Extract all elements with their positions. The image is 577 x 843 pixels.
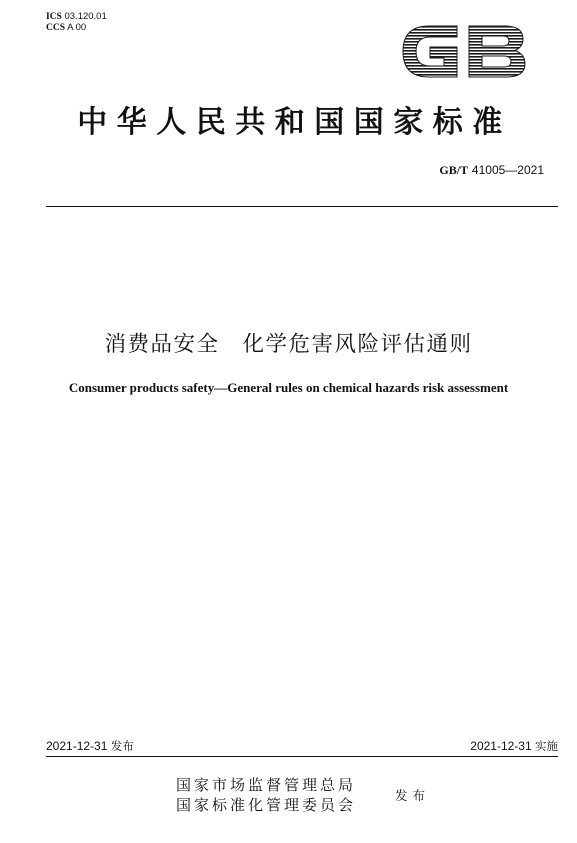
ics-value: 03.120.01 <box>64 11 107 22</box>
issuer-sac: 国家标准化管理委员会 <box>176 796 357 814</box>
issuer-issue-label: 发布 <box>395 788 431 803</box>
issuer-samr: 国家市场监督管理总局 <box>176 776 357 794</box>
implementation-date-value: 2021-12-31 <box>470 739 532 753</box>
standard-code-prefix: GB/T <box>439 163 469 177</box>
gb-logo <box>399 20 529 83</box>
ccs-code <box>46 22 86 34</box>
standard-name: 中华人民共和国国家标准 <box>77 105 512 140</box>
issue-date-label: 发布 <box>110 739 134 753</box>
standard-code <box>439 163 544 178</box>
issue-date-value: 2021-12-31 <box>46 739 108 753</box>
ccs-label: CCS <box>46 23 66 33</box>
ics-label: ICS <box>46 12 62 22</box>
title-chinese: 消费品安全 化学危害风险评估通则 <box>104 332 473 357</box>
issue-date <box>46 738 134 754</box>
title-english: Consumer products safety—General rules on chemical hazards risk assessment <box>68 380 509 395</box>
implementation-date <box>470 738 558 754</box>
bottom-rule <box>46 756 558 757</box>
top-rule <box>46 206 558 207</box>
standard-code-number: 41005—2021 <box>471 163 544 177</box>
ccs-value: A 00 <box>67 22 87 33</box>
implementation-date-label: 实施 <box>535 739 558 753</box>
